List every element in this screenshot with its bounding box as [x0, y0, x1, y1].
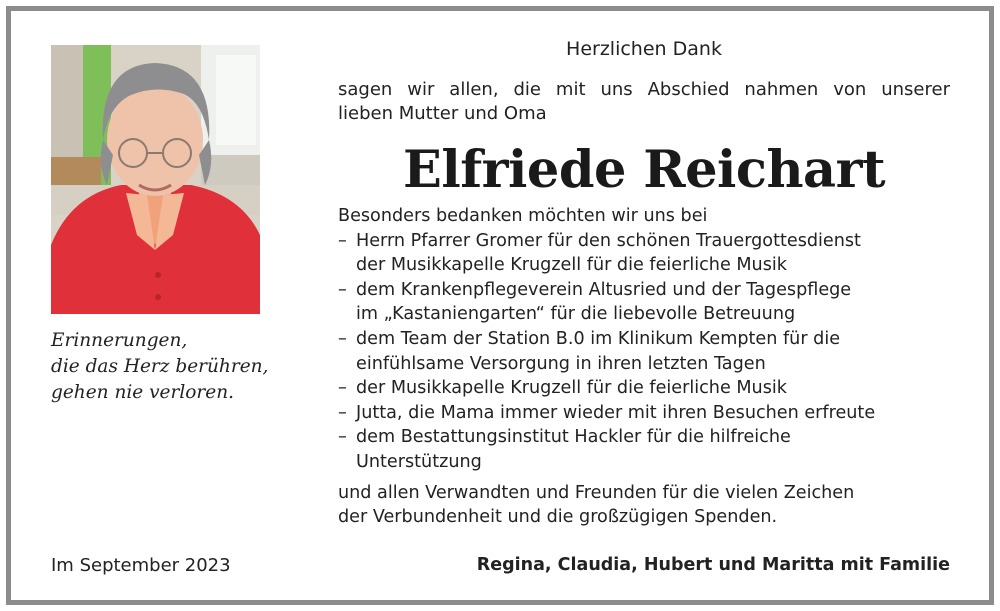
family-signature: Regina, Claudia, Hubert und Maritta mit Familie	[476, 555, 950, 575]
dash-marker: –	[338, 328, 347, 349]
deceased-name: Elfriede Reichart	[402, 140, 886, 200]
thanks-body	[338, 204, 953, 530]
thanks-item-line: Herrn Pfarrer Gromer für den schönen Trauergottesdienst	[356, 230, 861, 251]
thanks-item-line: Unterstützung	[356, 451, 482, 472]
thanks-item-line: der Musikkapelle Krugzell für die feierliche Musik	[356, 255, 787, 276]
intro-line: lieben Mutter und Oma	[338, 103, 547, 124]
thanks-heading: Herzlichen Dank	[566, 38, 722, 60]
verse-line: die das Herz berühren,	[51, 356, 269, 377]
intro-line: sagen wir allen, die mit uns Abschied nahmen von unserer	[338, 79, 950, 100]
closing-line: der Verbundenheit und die großzügigen Spenden.	[338, 507, 778, 528]
thanks-item-line: im „Kastaniengarten“ für die liebevolle Betreuung	[356, 304, 796, 325]
thanks-item	[338, 425, 953, 474]
dash-marker: –	[338, 402, 347, 423]
closing-line: und allen Verwandten und Freunden für die vielen Zeichen	[338, 482, 855, 503]
dash-marker: –	[338, 427, 347, 448]
dash-marker: –	[338, 230, 347, 251]
verse-line: Erinnerungen,	[51, 330, 188, 351]
portrait-photo	[51, 45, 260, 314]
thanks-lead: Besonders bedanken möchten wir uns bei	[338, 206, 708, 226]
dash-marker: –	[338, 378, 347, 399]
thanks-item-line: Jutta, die Mama immer wieder mit ihren Besuchen erfreute	[356, 402, 876, 423]
thanks-item-line: einfühlsame Versorgung in ihren letzten Tagen	[356, 353, 766, 374]
dash-marker: –	[338, 279, 347, 300]
thanks-item	[338, 401, 953, 426]
thanks-item	[338, 327, 953, 376]
memorial-verse	[51, 328, 291, 406]
thanks-item-line: dem Bestattungsinstitut Hackler für die hilfreiche	[356, 427, 791, 448]
notice-date: Im September 2023	[51, 555, 231, 576]
thanks-item-line: der Musikkapelle Krugzell für die feierliche Musik	[356, 378, 787, 399]
thanks-item	[338, 376, 953, 401]
thanks-item	[338, 229, 953, 278]
thanks-item-line: dem Krankenpflegeverein Altusried und der Tagespflege	[356, 279, 852, 300]
intro-text	[338, 78, 950, 126]
thanks-item-line: dem Team der Station B.0 im Klinikum Kempten für die	[356, 328, 841, 349]
thanks-item	[338, 278, 953, 327]
verse-line: gehen nie verloren.	[51, 382, 234, 403]
